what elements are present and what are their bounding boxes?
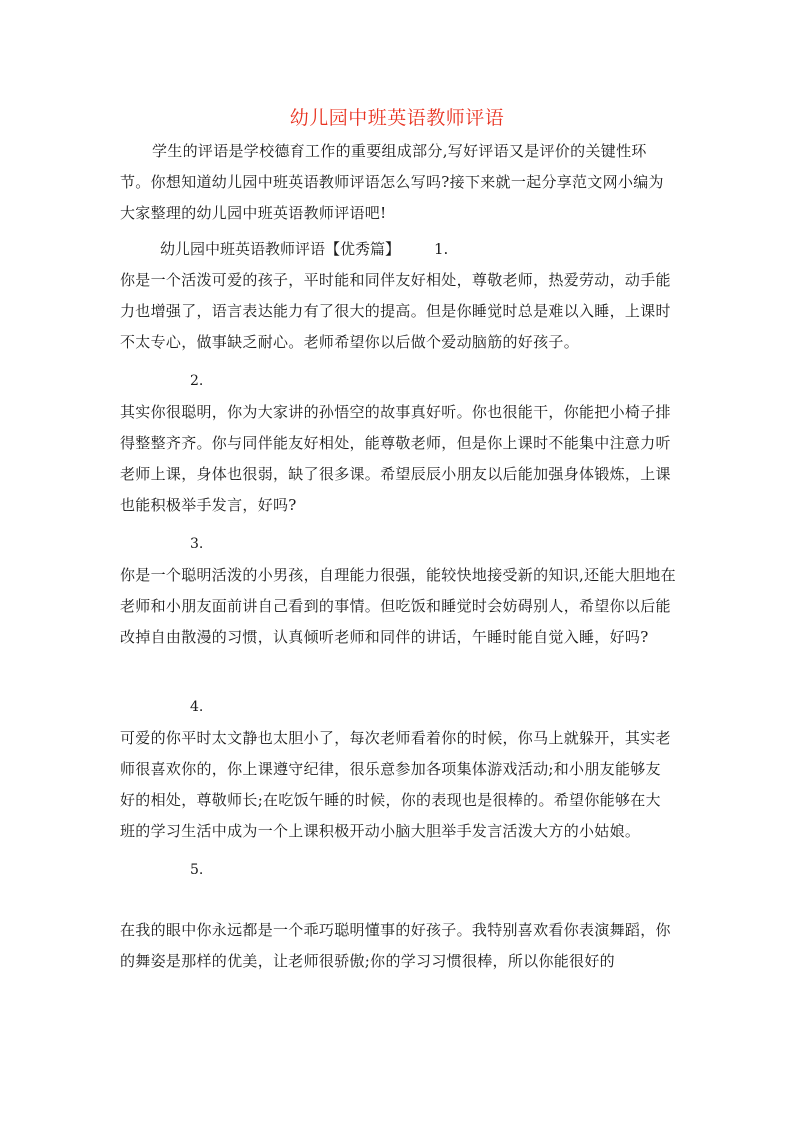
item-number-5: 5. xyxy=(190,862,204,878)
intro-paragraph: 学生的评语是学校德育工作的重要组成部分,写好评语又是评价的关键性环节。你想知道幼儿园中班英语教师评语怎么写吗?接下来就一起分享范文网小编为大家整理的幼儿园中班英语教师评语吧! xyxy=(120,142,664,222)
comment-paragraph-4: 可爱的你平时太文静也太胆小了，每次老师看着你的时候，你马上就躲开，其实老师很喜欢你的，你上课遵守纪律，很乐意参加各项集体游戏活动;和小朋友能够友好的相处，尊敬师长;在吃饭午睡的时候，你的表现也是很棒的。希望你能够在大班的学习生活中成为一个上课积极开动小脑大胆举手发言活泼大方的小姑娘。 xyxy=(120,729,671,840)
comment-paragraph-1: 你是一个活泼可爱的孩子，平时能和同伴友好相处，尊敬老师，热爱劳动，动手能力也增强了，语言表达能力有了很大的提高。但是你睡觉时总是难以入睡，上课时不太专心，做事缺乏耐心。老师希望你以后做个爱动脑筋的好孩子。 xyxy=(120,271,671,351)
item-number-3: 3. xyxy=(190,536,204,552)
item-number-4: 4. xyxy=(190,699,204,715)
item-number-2: 2. xyxy=(190,373,204,389)
section-heading-line xyxy=(160,234,448,265)
comment-paragraph-3: 你是一个聪明活泼的小男孩，自理能力很强，能较快地接受新的知识,还能大胆地在老师和小朋友面前讲自己看到的事情。但吃饭和睡觉时会妨碍别人，希望你以后能改掉自由散漫的习惯，认真倾听老师和同伴的讲话，午睡时能自觉入睡，好吗? xyxy=(120,566,676,646)
comment-paragraph-5: 在我的眼中你永远都是一个乖巧聪明懂事的好孩子。我特别喜欢看你表演舞蹈，你的舞姿是那样的优美，让老师很骄傲;你的学习习惯很棒，所以你能很好的 xyxy=(120,921,671,970)
item-number-1: 1. xyxy=(434,240,449,258)
document-title: 幼儿园中班英语教师评语 xyxy=(289,107,505,129)
section-heading: 幼儿园中班英语教师评语【优秀篇】 xyxy=(160,240,401,258)
comment-paragraph-2: 其实你很聪明，你为大家讲的孙悟空的故事真好听。你也很能干，你能把小椅子排得整整齐齐。你与同伴能友好相处，能尊敬老师，但是你上课时不能集中注意力听老师上课，身体也很弱，缺了很多课。希望辰辰小朋友以后能加强身体锻炼，上课也能积极举手发言，好吗? xyxy=(120,403,671,514)
